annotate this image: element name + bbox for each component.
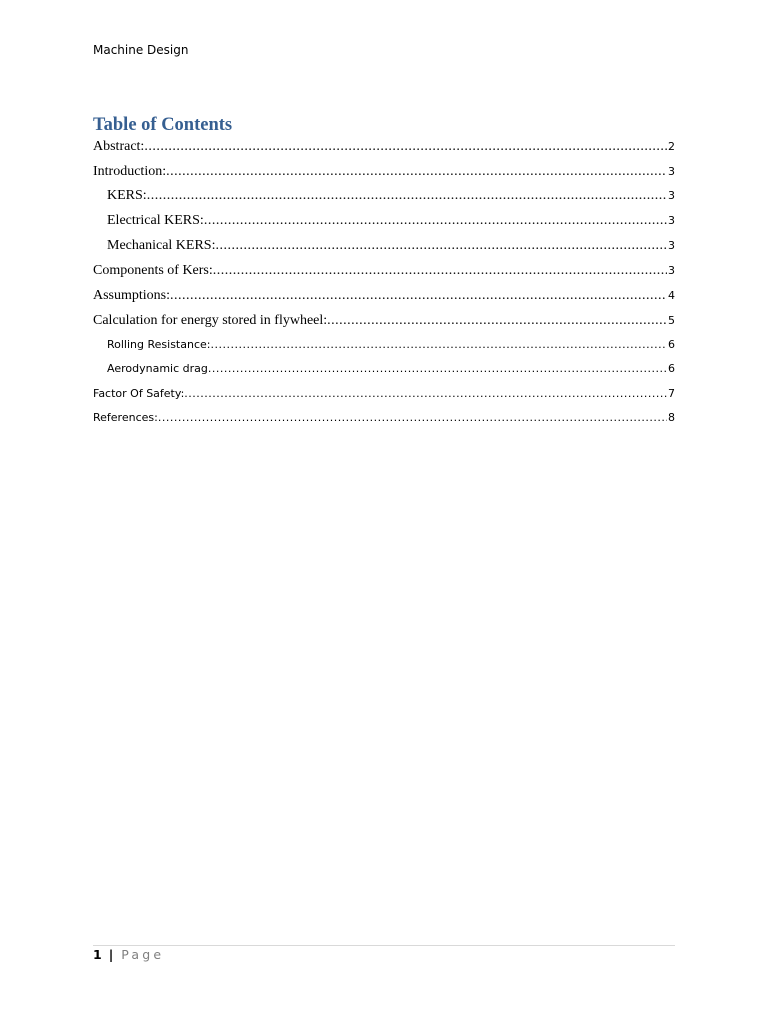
toc-leader-dots [215,238,667,254]
toc-entry-page: 3 [668,189,675,202]
toc-entry-page: 3 [668,239,675,252]
toc-leader-dots [158,411,667,424]
toc-entry-label: Mechanical KERS: [107,238,216,253]
toc-entry-kers[interactable] [107,188,675,204]
toc-entry-page: 5 [668,314,675,327]
toc-title: Table of Contents [93,115,233,135]
toc-entry-abstract[interactable] [93,139,675,155]
toc-entry-calculation-energy-flywheel[interactable] [93,313,675,329]
toc-leader-dots [170,288,667,304]
running-header: Machine Design [93,43,189,57]
toc-leader-dots [327,313,667,329]
toc-leader-dots [208,362,667,375]
footer-separator: | [108,947,114,962]
toc-leader-dots [166,164,667,180]
toc-leader-dots [144,139,667,155]
toc-entry-label: Abstract: [93,139,145,154]
toc-leader-dots [147,188,667,204]
toc-entry-references[interactable] [93,411,675,424]
toc-entry-electrical-kers[interactable] [107,213,675,229]
toc-entry-aerodynamic-drag[interactable] [107,362,675,375]
toc-entry-components-of-kers[interactable] [93,263,675,279]
footer-page-word: Page [121,947,165,962]
toc-leader-dots [184,387,667,400]
toc-entry-assumptions[interactable] [93,288,675,304]
toc-leader-dots [204,213,667,229]
toc-entry-label: Introduction: [93,164,167,179]
toc-entry-label: Components of Kers: [93,263,213,278]
footer-page-number: 1 [93,947,102,962]
toc-entry-label: Aerodynamic drag [107,362,208,375]
toc-entry-introduction[interactable] [93,164,675,180]
toc-entry-page: 2 [668,140,675,153]
toc-entry-page: 7 [668,387,675,400]
toc-entry-page: 3 [668,264,675,277]
toc-entry-label: References: [93,411,158,424]
toc-entry-mechanical-kers[interactable] [107,238,675,254]
toc-entry-label: Calculation for energy stored in flywheel: [93,313,328,328]
toc-entry-page: 3 [668,165,675,178]
toc-entry-label: Rolling Resistance: [107,338,211,351]
footer-divider [93,945,675,946]
toc-entry-label: Factor Of Safety: [93,387,185,400]
toc-entry-page: 4 [668,289,675,302]
toc-entry-factor-of-safety[interactable] [93,387,675,400]
page-footer [93,947,164,962]
toc-entry-page: 6 [668,338,675,351]
toc-entry-label: Assumptions: [93,288,171,303]
toc-entry-page: 6 [668,362,675,375]
toc-entry-label: KERS: [107,188,147,203]
toc-entry-page: 3 [668,214,675,227]
toc-leader-dots [210,338,667,351]
toc-entry-page: 8 [668,411,675,424]
toc-entry-rolling-resistance[interactable] [107,338,675,351]
toc-leader-dots [213,263,667,279]
toc-entry-label: Electrical KERS: [107,213,204,228]
